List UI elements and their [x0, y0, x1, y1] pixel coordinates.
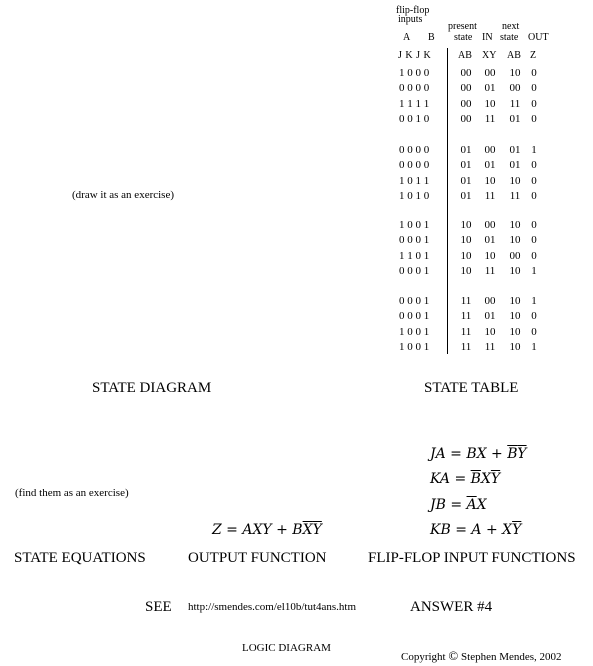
present-state-cell: 10	[460, 219, 472, 231]
see-label: SEE	[145, 599, 172, 615]
output-cell: 0	[531, 174, 537, 187]
output-cell: 0	[531, 310, 537, 323]
output-cell: 0	[531, 82, 537, 95]
answer-label: ANSWER #4	[410, 599, 493, 615]
ja-equation: JA = BX + $\overline{B}\overline{Y}$	[430, 446, 527, 462]
ps-header: AB	[458, 50, 472, 61]
output-cell: 0	[531, 113, 537, 126]
present-state-label: state	[454, 32, 473, 43]
next-state-cell: 10	[509, 234, 521, 247]
present-state-cell: 11	[460, 341, 472, 354]
z-equation: Z = AXY + $B\overline{X}\overline{Y}$	[212, 522, 322, 538]
next-state-cell: 10	[509, 67, 521, 79]
input-cell: 10	[484, 97, 496, 110]
present-state-cell: 11	[460, 310, 472, 323]
input-cell: 01	[484, 159, 496, 172]
state-diagram-title: STATE DIAGRAM	[92, 380, 212, 396]
jk-header: J K J K	[398, 50, 431, 61]
table-row	[0, 81, 593, 96]
z-header: Z	[530, 50, 537, 61]
jk-cell: 1 1 1 1	[399, 97, 430, 110]
jk-cell: 0 0 1 0	[399, 113, 430, 126]
find-exercise-note: (find them as an exercise)	[15, 487, 129, 499]
input-cell: 10	[484, 249, 496, 262]
table-row	[0, 249, 593, 264]
jk-cell: 0 0 0 0	[399, 144, 430, 156]
table-row	[0, 158, 593, 173]
table-row	[0, 309, 593, 324]
table-row	[0, 112, 593, 127]
present-state-cell: 00	[460, 82, 472, 95]
kb-equation: KB = $A + X\overline{Y}$	[430, 522, 522, 538]
next-state-cell: 10	[509, 295, 521, 307]
output-cell: 0	[531, 97, 537, 110]
output-cell: 1	[531, 144, 537, 156]
input-cell: 11	[484, 341, 496, 354]
input-cell: 01	[484, 234, 496, 247]
table-row	[0, 143, 593, 158]
output-cell: 0	[531, 219, 537, 231]
jk-cell: 0 0 0 1	[399, 234, 430, 247]
input-cell: 00	[484, 67, 496, 79]
ka-equation: KA = $\overline{B}X\overline{Y}$	[430, 471, 501, 487]
inputs-label: inputs	[398, 14, 423, 25]
next-state-cell: 10	[509, 341, 521, 354]
answer-link[interactable]: http://smendes.com/el10b/tut4ans.htm	[188, 601, 357, 613]
table-row	[0, 66, 593, 81]
output-cell: 1	[531, 341, 537, 354]
input-cell: 01	[484, 310, 496, 323]
jk-cell: 1 1 0 1	[399, 249, 430, 262]
input-cell: 11	[484, 113, 496, 126]
input-cell: 01	[484, 82, 496, 95]
next-state-cell: 10	[509, 219, 521, 231]
state-equations-title: STATE EQUATIONS	[14, 550, 146, 566]
output-function-title: OUTPUT FUNCTION	[188, 550, 327, 566]
jk-cell: 0 0 0 1	[399, 265, 430, 278]
ff-a-label: A	[403, 32, 411, 43]
next-state-cell: 11	[509, 190, 521, 203]
jk-cell: 0 0 0 0	[399, 159, 430, 172]
out-label: OUT	[528, 32, 549, 43]
present-state-cell: 01	[460, 190, 472, 203]
jk-cell: 1 0 0 1	[399, 325, 430, 338]
table-row	[0, 174, 593, 189]
present-state-cell: 01	[460, 174, 472, 187]
next-state-cell: 01	[509, 144, 521, 156]
next-state-cell: 00	[509, 249, 521, 262]
present-state-cell: 01	[460, 159, 472, 172]
in-label: IN	[482, 32, 493, 43]
table-row	[0, 218, 593, 233]
jk-cell: 1 0 1 1	[399, 174, 430, 187]
next-state-cell: 11	[509, 97, 521, 110]
input-cell: 00	[484, 295, 496, 307]
table-row	[0, 264, 593, 279]
logic-diagram-label: LOGIC DIAGRAM	[242, 642, 331, 654]
output-cell: 0	[531, 67, 537, 79]
jk-cell: 1 0 0 1	[399, 219, 430, 231]
input-cell: 11	[484, 190, 496, 203]
jk-cell: 0 0 0 1	[399, 310, 430, 323]
output-cell: 1	[531, 265, 537, 278]
next-state-cell: 01	[509, 113, 521, 126]
output-cell: 0	[531, 234, 537, 247]
in-header: XY	[482, 50, 497, 61]
ns-header: AB	[507, 50, 521, 61]
next-state-cell: 10	[509, 325, 521, 338]
jk-cell: 1 0 0 0	[399, 67, 430, 79]
ff-b-label: B	[428, 32, 435, 43]
ff-input-functions-title: FLIP-FLOP INPUT FUNCTIONS	[368, 550, 576, 566]
copyright-prefix: Copyright	[401, 651, 446, 663]
next-state-label: state	[500, 32, 519, 43]
copyright	[401, 648, 562, 664]
output-cell: 0	[531, 159, 537, 172]
copyright-owner: Stephen Mendes, 2002	[461, 651, 562, 663]
input-cell: 11	[484, 265, 496, 278]
flip-flop-label: flip-flop	[396, 5, 430, 16]
present-state-cell: 01	[460, 144, 472, 156]
table-row	[0, 294, 593, 309]
jk-cell: 1 0 0 1	[399, 341, 430, 354]
output-cell: 1	[531, 295, 537, 307]
next-state-cell: 10	[509, 174, 521, 187]
jk-cell: 1 0 1 0	[399, 190, 430, 203]
output-cell: 0	[531, 325, 537, 338]
present-state-cell: 00	[460, 113, 472, 126]
table-row	[0, 97, 593, 112]
state-table-title: STATE TABLE	[424, 380, 519, 396]
input-cell: 00	[484, 144, 496, 156]
draw-exercise-note: (draw it as an exercise)	[72, 189, 175, 201]
present-state-cell: 10	[460, 234, 472, 247]
next-state-cell: 10	[509, 310, 521, 323]
present-label: present	[448, 21, 477, 32]
present-state-cell: 11	[460, 295, 472, 307]
present-state-cell: 00	[460, 97, 472, 110]
present-state-cell: 10	[460, 265, 472, 278]
output-cell: 0	[531, 249, 537, 262]
next-label: next	[502, 21, 520, 32]
table-row	[0, 340, 593, 355]
jk-cell: 0 0 0 0	[399, 82, 430, 95]
copyright-icon: ©	[448, 648, 459, 663]
present-state-cell: 11	[460, 325, 472, 338]
table-row	[0, 325, 593, 340]
jb-equation: JB = $\overline{A}X$	[430, 497, 487, 513]
input-cell: 10	[484, 174, 496, 187]
table-row	[0, 233, 593, 248]
next-state-cell: 10	[509, 265, 521, 278]
output-cell: 0	[531, 190, 537, 203]
present-state-cell: 00	[460, 67, 472, 79]
present-state-cell: 10	[460, 249, 472, 262]
next-state-cell: 01	[509, 159, 521, 172]
next-state-cell: 00	[509, 82, 521, 95]
input-cell: 00	[484, 219, 496, 231]
input-cell: 10	[484, 325, 496, 338]
jk-cell: 0 0 0 1	[399, 295, 430, 307]
